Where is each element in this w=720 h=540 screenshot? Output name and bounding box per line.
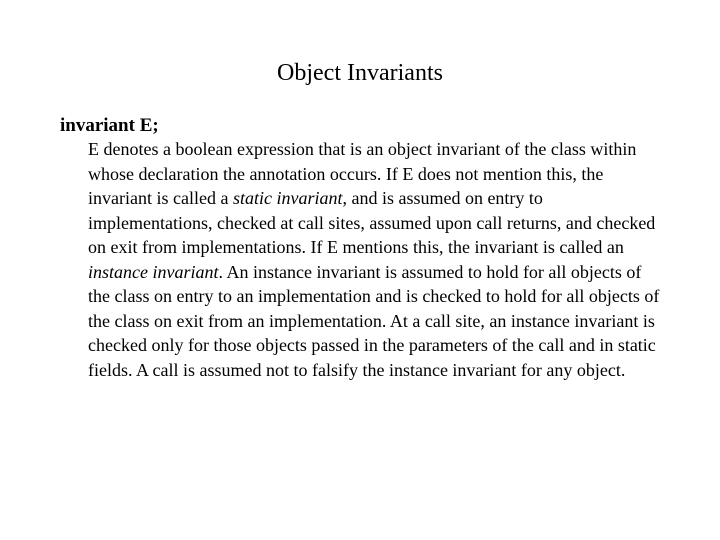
text-run: E denotes a boolean expression that is an object invariant of the class within whose declaration the annotation occurs. If E does not mention this, the invariant is called a [88,139,637,208]
instance-invariant-term: instance invariant [88,261,219,282]
text-run: . An instance invariant is assumed to hold for all objects of the class on entry to an implementation and is checked to hold for all objects of the class on exit from an implementation. At a call site, an instance invariant is checked only for those objects passed in the parameters of the call and in static fields. A call is assumed not to falsify the instance invariant for any object. [88,261,660,380]
description-paragraph [88,137,662,382]
invariant-keyword: invariant E; [60,115,159,136]
slide-title: Object Invariants [277,60,443,86]
text-run: , and is assumed on entry to implementations, checked at call sites, assumed upon call returns, and checked on exit from implementations. If E mentions this, the invariant is called an [88,188,656,257]
body-text [88,137,662,382]
static-invariant-term: static invariant [232,188,343,208]
